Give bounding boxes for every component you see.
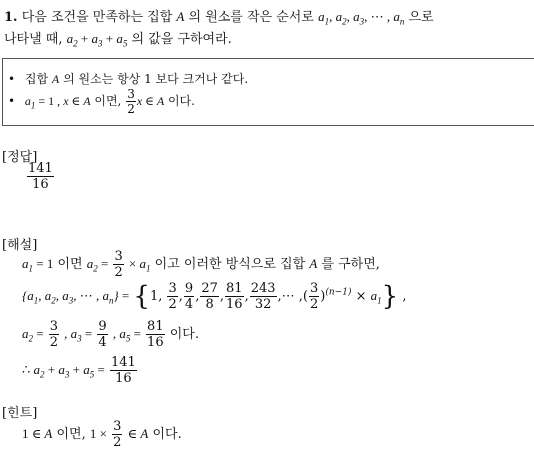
answer-label: [정답] [2,150,38,165]
solution-1-text-b: 이고 이러한 방식으로 집합 [154,257,306,272]
condition-1-number: 1 [144,72,152,86]
set-a-symbol: A [176,9,185,24]
fraction-3-over-2: $\frac{3}{2}$ [310,281,319,312]
fraction-3-over-2: $\frac{3}{2}$ [168,281,177,312]
solution-line-3 [22,320,199,349]
fraction-243-over-32: $\frac{243}{32}$ [250,281,276,312]
condition-2-text-b: 이다. [168,94,195,108]
fraction-81-over-16: $\frac{81}{16}$ [147,319,164,350]
condition-1-text-b: 의 원소는 항상 [63,72,141,86]
right-brace: } [381,281,399,312]
fraction-9-over-4: $\frac{9}{4}$ [184,281,194,312]
condition-1-text-a: 집합 [24,72,49,86]
solution-3-math-b: , $a_3$ = [64,326,93,344]
problem-number: 1. [4,10,18,25]
problem-line-2 [4,28,232,49]
solution-label: [해설] [2,238,38,253]
solution-1-text-a: 이면 [57,257,83,272]
problem-text-3: 으로 [408,10,434,25]
solution-line-1 [22,250,380,279]
fraction-3-over-2: $\frac{3}{2}$ [113,419,122,450]
condition-item-1 [8,70,248,87]
hint-math-b: 1 × [89,426,107,441]
fraction-3-over-2: $\frac{3}{2}$ [127,87,135,116]
fraction-3-over-2: $\frac{3}{2}$ [49,319,59,350]
bullet-icon: • [8,72,16,86]
solution-1-math-a: $a_1 = 1$ [22,256,54,274]
hint-math-a: 1 ∈ A [22,426,53,441]
problem-text-1: 다음 조건을 만족하는 집합 [21,10,173,25]
solution-3-math-a: $a_2$ = [22,326,44,344]
fraction-81-over-16: $\frac{81}{16}$ [226,281,243,312]
set-a-symbol: A [51,72,60,86]
solution-1-math-b: $a_2$ = [86,256,109,274]
problem-text-5: 의 값을 구하여라. [131,32,232,47]
solution-1-text-c: 를 구하면, [321,257,380,272]
bullet-icon: • [8,94,16,108]
solution-1-math-c: × $a_1$ [128,256,151,274]
solution-3-math-c: , $a_5$ = [112,326,141,344]
solution-line-2: {$a_1$, $a_2$, $a_3$, ⋯ , $a_n\} = \{1$, $\frac{3}{2}$ , $\frac{9}{4}$ , $\frac{27}{8}$ , $\frac{81}{16}$ , $\frac{243}{32}$ ,⋯ ,( $\frac{3}{2}$ )$^{(n-1)} \times a_1$} , [22,281,407,312]
problem-line-1 [4,6,434,27]
condition-2-math-b: x ∈ A [136,94,165,108]
left-brace: { [133,281,150,312]
hint-text-b: 이다. [152,427,182,442]
hint-math-c: ∈ A [127,426,149,441]
sequence-expression: $a_1$, $a_2$, $a_3$, ⋯ , $a_n$ [318,9,405,27]
solution-4-math: ∴ $a_2 + a_3 + a_5$ = [22,362,105,380]
set-braces-left: {$a_1$, $a_2$, $a_3$, ⋯ , $a_n$} = [22,288,130,306]
condition-2-math-a: $a_1 = 1$ , x ∈ A [24,94,91,111]
condition-2-text-a: 이면, [94,94,122,108]
fraction-9-over-4: $\frac{9}{4}$ [98,319,107,350]
hint-line [22,420,182,449]
set-a-symbol: A [309,256,318,271]
fraction-141-over-16: $\frac{141}{16}$ [110,355,136,386]
problem-text-4: 나타낼 때, [4,32,63,47]
solution-3-text: 이다. [169,327,199,342]
condition-item-2 [8,88,195,115]
fraction-3-over-2: $\frac{3}{2}$ [114,249,123,280]
hint-text-a: 이면, [56,427,86,442]
problem-text-2: 의 원소를 작은 순서로 [188,10,314,25]
sum-expression: $a_2 + a_3 + a_5$ [66,31,128,49]
fraction-27-over-8: $\frac{27}{8}$ [201,281,218,312]
answer-value [26,162,55,191]
answer-fraction [27,162,54,191]
hint-label: [힌트] [2,406,38,421]
answer-numerator: 141 [28,161,53,176]
answer-denominator: 16 [32,177,49,192]
solution-line-4 [22,356,138,385]
condition-1-text-c: 보다 크거나 같다. [155,72,249,86]
